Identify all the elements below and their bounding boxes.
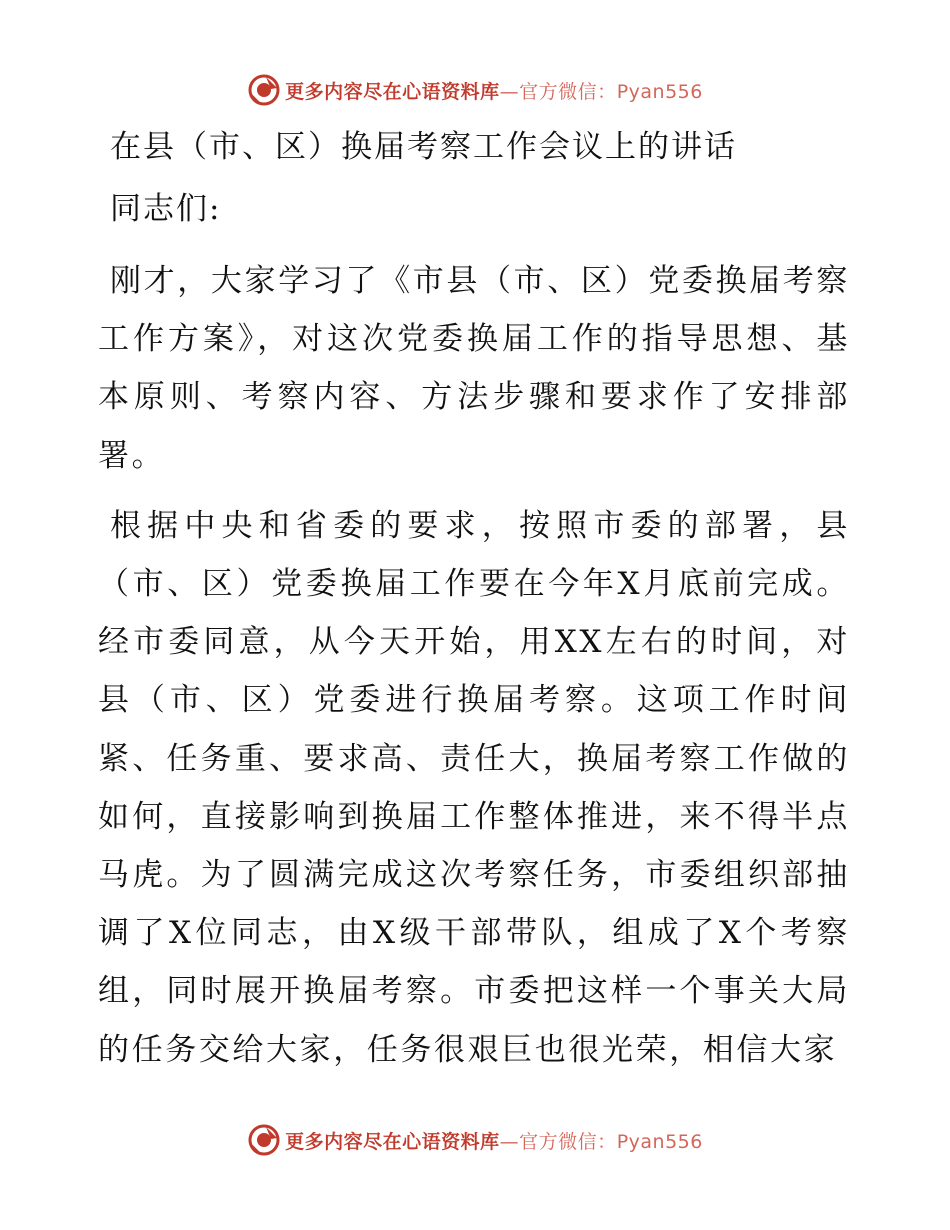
greeting: 同志们: <box>110 191 222 227</box>
banner-dash: — <box>499 1130 520 1153</box>
banner-text <box>285 1127 703 1154</box>
footer-banner <box>0 1120 950 1160</box>
banner-official: 官方微信： <box>519 80 617 103</box>
banner-dash: — <box>499 80 520 103</box>
paragraph-1: 刚才，大家学习了《市县（市、区）党委换届考察工作方案》，对这次党委换届工作的指导思想、基本原则、考察内容、方法步骤和要求作了安排部署。 <box>98 263 850 474</box>
banner-wechat-id: Pyan556 <box>616 80 703 103</box>
banner-brand: 更多内容尽在心语资料库 <box>285 80 500 103</box>
document-title: 在县（市、区）换届考察工作会议上的讲话 <box>110 129 737 165</box>
brand-logo-icon <box>247 1123 281 1157</box>
document-body <box>98 118 850 1091</box>
banner-text <box>285 77 703 104</box>
paragraph-2: 根据中央和省委的要求，按照市委的部署，县（市、区）党委换届工作要在今年X月底前完成。经市委同意，从今天开始，用XX左右的时间，对县（市、区）党委进行换届考察。这项工作时间紧、任务重、要求高、责任大，换届考察工作做的如何，直接影响到换届工作整体推进，来不得半点马虎。为了圆满完成这次考察任务，市委组织部抽调了X位同志，由X级干部带队，组成了X个考察组，同时展开换届考察。市委把这样一个事关大局的任务交给大家，任务很艰巨也很光荣，相信大家 <box>98 507 850 1068</box>
banner-official: 官方微信： <box>519 1130 617 1153</box>
header-banner <box>0 70 950 110</box>
banner-wechat-id: Pyan556 <box>616 1130 703 1153</box>
banner-brand: 更多内容尽在心语资料库 <box>285 1130 500 1153</box>
brand-logo-icon <box>247 73 281 107</box>
